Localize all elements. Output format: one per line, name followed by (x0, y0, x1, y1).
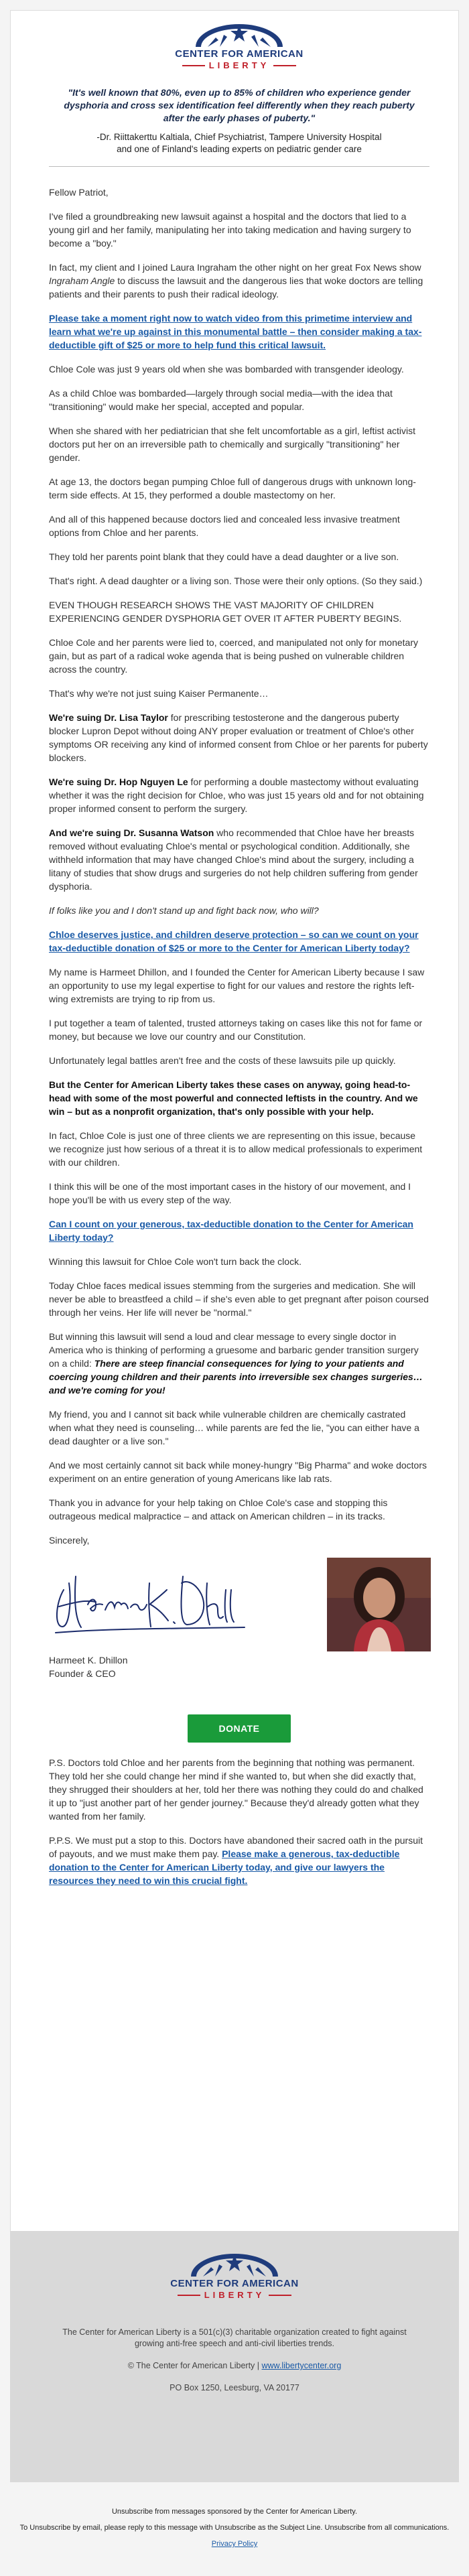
paragraph: As a child Chloe was bombarded—largely through social media—with the idea that "transitioning" would make her special, accepted and popular. (49, 388, 393, 412)
logo-subword (182, 60, 297, 70)
cal-logo[interactable] (49, 23, 429, 70)
unsubscribe-line: Unsubscribe from messages sponsored by the Center for American Liberty. (111, 2508, 358, 2516)
paragraph: Unfortunately legal battles aren't free and the costs of these lawsuits pile up quickly. (49, 1055, 396, 1066)
donate-wrap (49, 1714, 429, 1743)
sunburst-star-icon (189, 23, 289, 47)
paragraph: They told her parents point blank that they could have a dead daughter or a live son. (49, 551, 399, 562)
logo-bar-right (273, 65, 296, 66)
logo-wordmark: CENTER FOR AMERICAN (170, 2278, 299, 2289)
paragraph: And we most certainly cannot sit back while money-hungry "Big Pharma" and woke doctors experiment on an entire generation of young Americans like lab rats. (49, 1460, 427, 1484)
divider (49, 166, 429, 167)
paragraph: And all of this happened because doctors lied and concealed less invasive treatment options from Chloe and her parents. (49, 514, 400, 538)
signature-block (49, 1558, 429, 1712)
site-link[interactable]: www.libertycenter.org (261, 2361, 342, 2370)
ps-paragraph: P.S. Doctors told Chloe and her parents from the beginning that nothing was permanent. They told her she could change her mind if she wanted to, but when she did exactly that, they shrugged their shoulders at her, told her there was nothing they could do and chalked it up to "just another part of her gender journey." Because they'd already gotten what they wanted from her family. (49, 1757, 423, 1822)
paragraph: If folks like you and I don't stand up and fight back now, who will? (49, 905, 319, 916)
paragraph (49, 312, 429, 352)
portrait-image (327, 1558, 431, 1651)
paragraph: And we're suing Dr. Susanna Watson who recommended that Chloe have her breasts removed without evaluating Chloe's mental or psychological condition. Additionally, she withheld information that may have changed Chloe's mind about the surgery, including a litany of studies that show drugs and surgeries do not help children suffering from gender dysphoria. (49, 827, 418, 892)
pps-donate-link[interactable]: Please make a generous, tax-deductible donation to the Center for American Liberty today, and give our lawyers the resources they need to win this crucial fight. (49, 1848, 400, 1886)
greeting: Fellow Patriot, (49, 187, 109, 198)
paragraph: In fact, my client and I joined Laura Ingraham the other night on her great Fox News show Ingraham Angle to discuss the lawsuit and the dangerous lies that woke doctors are telling patients and their parents to push their radical ideology. (49, 262, 423, 299)
watch-video-link[interactable]: Please take a moment right now to watch video from this primetime interview and learn what we're up against in this monumental battle – then consider making a tax-deductible gift of $25 or more to help fund this critical lawsuit. (49, 313, 422, 350)
defendant-name: And we're suing Dr. Susanna Watson (49, 827, 214, 838)
paragraph: When she shared with her pediatrician that she felt uncomfortable as a girl, leftist activist doctors put her on an irreversible path to chemically and surgically "transitioning" her gender. (49, 425, 416, 463)
defendant-name: We're suing Dr. Hop Nguyen Le (49, 776, 188, 787)
paragraph (49, 928, 429, 955)
donate-link[interactable]: Chloe deserves justice, and children deserve protection – so can we count on your tax-deductible donation of $25 or more to the Center for American Liberty today? (49, 929, 419, 953)
footer-copyright: © The Center for American Liberty | www.libertycenter.org (127, 2361, 342, 2370)
header-quote: "It's well known that 80%, even up to 85% of children who experience gender dysphoria and cross sex identification feel differently when they reach puberty after the early phases of puberty." (64, 87, 415, 123)
logo-wordmark: CENTER FOR AMERICAN (175, 48, 304, 60)
footer-address: PO Box 1250, Leesburg, VA 20177 (170, 2383, 299, 2392)
paragraph: That's why we're not just suing Kaiser Permanente… (49, 688, 269, 699)
logo-liberty: LIBERTY (208, 60, 270, 70)
defendant-name: We're suing Dr. Lisa Taylor (49, 712, 168, 723)
sunburst-star-icon (184, 2252, 285, 2277)
footer-logo[interactable] (10, 2252, 459, 2300)
paragraph: But the Center for American Liberty takes these cases on anyway, going head-to-head with some of the most powerful and connected leftists in the country. And we win – but as a nonprofit organization, that's only possible with your help. (49, 1079, 418, 1117)
paragraph: But winning this lawsuit will send a loud and clear message to every single doctor in America who is thinking of performing a gruesome and barbaric gender transition surgery on a child: There are steep financial consequences for lying to your patients and coercing young children and their parents into irreversible sex changes surgeries… and we're coming for you! (49, 1331, 423, 1396)
donate-link[interactable]: Can I count on your generous, tax-deductible donation to the Center for American Liberty today? (49, 1219, 413, 1243)
founder-photo (327, 1558, 431, 1651)
paragraph: I put together a team of talented, trusted attorneys taking on cases like this not for fame or money, but because we love our country and our Constitution. (49, 1018, 423, 1042)
handwritten-signature (49, 1563, 250, 1637)
logo-bar-left (182, 65, 205, 66)
paragraph: Chloe Cole was just 9 years old when she was bombarded with transgender ideology. (49, 364, 404, 375)
logo-bar-left (178, 2295, 200, 2296)
footer-description: The Center for American Liberty is a 501(c)(3) charitable organization created to fight against growing anti-free speech and anti-civil liberties trends. (62, 2327, 407, 2348)
signer-title: Founder & CEO (49, 1668, 116, 1679)
email-card (10, 10, 459, 2261)
signer-name: Harmeet K. Dhillon (49, 1655, 128, 1666)
logo-bar-right (269, 2295, 291, 2296)
paragraph: I think this will be one of the most important cases in the history of our movement, and I hope you'll be with us every step of the way. (49, 1181, 411, 1205)
paragraph: Thank you in advance for your help taking on Chloe Cole's case and stopping this outrageous medical malpractice – and attack on American children – in its tracks. (49, 1497, 388, 1521)
paragraph: At age 13, the doctors began pumping Chloe full of dangerous drugs with unknown long-term side effects. At 15, they performed a double mastectomy on her. (49, 476, 416, 500)
logo-subword (178, 2290, 292, 2300)
paragraph: We're suing Dr. Hop Nguyen Le for performing a double mastectomy without evaluating whether it was the right decision for Chloe, who was just 15 years old and for not obtaining proper informed consent to perform the surgery. (49, 776, 424, 814)
paragraph: That's right. A dead daughter or a living son. Those were their only options. (So they said.) (49, 575, 423, 586)
signer (49, 1653, 128, 1680)
show-title: Ingraham Angle (49, 275, 115, 286)
paragraph: EVEN THOUGH RESEARCH SHOWS THE VAST MAJORITY OF CHILDREN EXPERIENCING GENDER DYSPHORIA GET OVER IT AFTER PUBERTY BEGINS. (49, 600, 402, 624)
quote-attribution-1: -Dr. Riittakerttu Kaltiala, Chief Psychiatrist, Tampere University Hospital (96, 132, 382, 142)
paragraph: Winning this lawsuit for Chloe Cole won't turn back the clock. (49, 1256, 302, 1267)
pps-paragraph: P.P.S. We must put a stop to this. Doctors have abandoned their sacred oath in the pursuit of payouts, and we must make them pay. Please make a generous, tax-deductible donation to the Center for American Liberty today, and give our lawyers the resources they need to win this crucial fight. (49, 1835, 423, 1886)
paragraph: We're suing Dr. Lisa Taylor for prescribing testosterone and the dangerous puberty blocker Lupron Depot without doing ANY proper evaluation or treatment of Chloe's other symptoms OR receiving any kind of informed consent from Chloe or her parents for puberty blockers. (49, 712, 428, 763)
paragraph: My name is Harmeet Dhillon, and I founded the Center for American Liberty because I saw an opportunity to use my legal expertise to fight for our values and restore the rights left-wing extremists are trying to rip from us. (49, 967, 425, 1004)
paragraph: I've filed a groundbreaking new lawsuit against a hospital and the doctors that lied to a young girl and her family, manipulating her into taking medication and having surgery to become a "boy." (49, 211, 411, 249)
paragraph (49, 1217, 429, 1244)
footer (10, 2231, 459, 2482)
paragraph: My friend, you and I cannot sit back while vulnerable children are chemically castrated when what they need is counseling… while parents are fed the lie, "you can either have a dead daughter or a live son." (49, 1409, 419, 1446)
quote-attribution-2: and one of Finland's leading experts on pediatric gender care (117, 144, 362, 154)
paragraph: In fact, Chloe Cole is just one of three clients we are representing on this issue, because we recognize just how serious of a threat it is to allow medical professionals to experiment with our children. (49, 1130, 423, 1168)
donate-button[interactable]: DONATE (188, 1714, 290, 1743)
unsubscribe-instructions: To Unsubscribe by email, please reply to this message with Unsubscribe as the Subject Line. Unsubscribe from all communications. (19, 2524, 450, 2532)
signoff: Sincerely, (49, 1535, 90, 1546)
privacy-policy-link[interactable]: Privacy Policy (211, 2540, 258, 2548)
logo-liberty: LIBERTY (204, 2290, 265, 2300)
paragraph: Today Chloe faces medical issues stemming from the surgeries and medication. She will never be able to breastfeed a child – if she's even able to get pregnant after poison coursed through her veins. Her life will never be "normal." (49, 1280, 429, 1318)
paragraph: Chloe Cole and her parents were lied to, coerced, and manipulated not only for monetary gain, but as part of a radical woke agenda that is being pushed on vulnerable children across the country. (49, 637, 418, 675)
unsubscribe-area (0, 2506, 469, 2550)
